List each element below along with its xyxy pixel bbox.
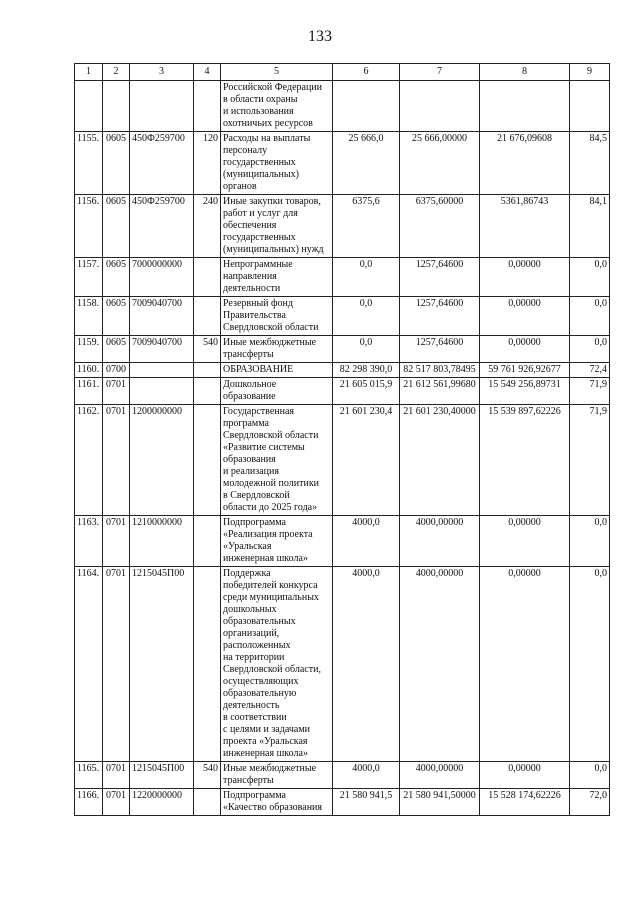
execution-percent: 71,9 [570, 378, 610, 405]
approved-amount: 6375,6 [333, 195, 400, 258]
expense-type-code: 240 [194, 195, 221, 258]
executed-amount: 21 676,09608 [480, 132, 570, 195]
section-code: 0701 [103, 378, 130, 405]
revised-amount: 1257,64600 [400, 258, 480, 297]
executed-amount: 5361,86743 [480, 195, 570, 258]
table-row [75, 762, 610, 789]
section-code: 0605 [103, 132, 130, 195]
item-name: Иные межбюджетные трансферты [221, 336, 333, 363]
budget-table [74, 63, 610, 816]
approved-amount: 4000,0 [333, 516, 400, 567]
row-number: 1161. [75, 378, 103, 405]
execution-percent: 0,0 [570, 516, 610, 567]
row-number: 1162. [75, 405, 103, 516]
target-article-code: 1220000000 [130, 789, 194, 816]
execution-percent: 84,5 [570, 132, 610, 195]
table-row [75, 405, 610, 516]
row-number: 1157. [75, 258, 103, 297]
item-name: Резервный фонд Правительства Свердловской области [221, 297, 333, 336]
target-article-code [130, 363, 194, 378]
expense-type-code: 540 [194, 762, 221, 789]
revised-amount [400, 81, 480, 132]
item-name: Поддержка победителей конкурса среди муниципальных дошкольных образовательных организаций, расположенных на территории Свердловской области, осуществляющих образовательную деятельность в соответствии с целями и задачами проекта «Уральская инженерная школа» [221, 567, 333, 762]
table-row [75, 258, 610, 297]
header-cell: 2 [103, 64, 130, 81]
item-name: Подпрограмма «Качество образования [221, 789, 333, 816]
execution-percent: 84,1 [570, 195, 610, 258]
section-code: 0701 [103, 762, 130, 789]
target-article-code: 1210000000 [130, 516, 194, 567]
item-name: ОБРАЗОВАНИЕ [221, 363, 333, 378]
header-cell: 8 [480, 64, 570, 81]
approved-amount: 25 666,0 [333, 132, 400, 195]
page-number: 133 [308, 28, 332, 45]
section-code: 0605 [103, 297, 130, 336]
expense-type-code [194, 405, 221, 516]
header-cell: 7 [400, 64, 480, 81]
executed-amount: 0,00000 [480, 297, 570, 336]
section-code: 0605 [103, 336, 130, 363]
table-row [75, 132, 610, 195]
expense-type-code [194, 516, 221, 567]
item-name: Иные закупки товаров, работ и услуг для обеспечения государственных (муниципальных) нужд [221, 195, 333, 258]
row-number [75, 81, 103, 132]
row-number: 1158. [75, 297, 103, 336]
revised-amount: 21 612 561,99680 [400, 378, 480, 405]
expense-type-code [194, 378, 221, 405]
row-number: 1160. [75, 363, 103, 378]
table-row [75, 516, 610, 567]
section-code: 0701 [103, 405, 130, 516]
approved-amount: 4000,0 [333, 567, 400, 762]
header-cell: 5 [221, 64, 333, 81]
execution-percent: 72,0 [570, 789, 610, 816]
table-row [75, 195, 610, 258]
item-name: Непрограммные направления деятельности [221, 258, 333, 297]
execution-percent: 0,0 [570, 336, 610, 363]
target-article-code [130, 81, 194, 132]
target-article-code: 7000000000 [130, 258, 194, 297]
expense-type-code [194, 258, 221, 297]
approved-amount: 82 298 390,0 [333, 363, 400, 378]
table-row [75, 81, 610, 132]
target-article-code [130, 378, 194, 405]
row-number: 1164. [75, 567, 103, 762]
approved-amount [333, 81, 400, 132]
expense-type-code: 540 [194, 336, 221, 363]
revised-amount: 4000,00000 [400, 762, 480, 789]
approved-amount: 21 605 015,9 [333, 378, 400, 405]
revised-amount: 21 580 941,50000 [400, 789, 480, 816]
target-article-code: 450Ф259700 [130, 132, 194, 195]
revised-amount: 4000,00000 [400, 516, 480, 567]
table-row [75, 378, 610, 405]
target-article-code: 450Ф259700 [130, 195, 194, 258]
section-code: 0605 [103, 195, 130, 258]
executed-amount: 0,00000 [480, 516, 570, 567]
revised-amount: 1257,64600 [400, 297, 480, 336]
revised-amount: 25 666,00000 [400, 132, 480, 195]
execution-percent: 71,9 [570, 405, 610, 516]
approved-amount: 0,0 [333, 258, 400, 297]
approved-amount: 21 601 230,4 [333, 405, 400, 516]
execution-percent: 0,0 [570, 297, 610, 336]
expense-type-code [194, 363, 221, 378]
revised-amount: 6375,60000 [400, 195, 480, 258]
approved-amount: 0,0 [333, 336, 400, 363]
section-code: 0605 [103, 258, 130, 297]
header-cell: 9 [570, 64, 610, 81]
executed-amount: 0,00000 [480, 336, 570, 363]
target-article-code: 1215045П00 [130, 567, 194, 762]
executed-amount: 15 549 256,89731 [480, 378, 570, 405]
approved-amount: 4000,0 [333, 762, 400, 789]
item-name: Иные межбюджетные трансферты [221, 762, 333, 789]
expense-type-code: 120 [194, 132, 221, 195]
row-number: 1166. [75, 789, 103, 816]
expense-type-code [194, 81, 221, 132]
revised-amount: 4000,00000 [400, 567, 480, 762]
executed-amount: 59 761 926,92677 [480, 363, 570, 378]
table-row [75, 567, 610, 762]
row-number: 1155. [75, 132, 103, 195]
table-row [75, 789, 610, 816]
executed-amount: 0,00000 [480, 567, 570, 762]
expense-type-code [194, 789, 221, 816]
item-name: Расходы на выплаты персоналу государственных (муниципальных) органов [221, 132, 333, 195]
revised-amount: 1257,64600 [400, 336, 480, 363]
header-row [75, 64, 610, 81]
target-article-code: 7009040700 [130, 336, 194, 363]
executed-amount: 15 539 897,62226 [480, 405, 570, 516]
row-number: 1156. [75, 195, 103, 258]
approved-amount: 21 580 941,5 [333, 789, 400, 816]
header-cell: 1 [75, 64, 103, 81]
header-cell: 6 [333, 64, 400, 81]
revised-amount: 21 601 230,40000 [400, 405, 480, 516]
executed-amount: 0,00000 [480, 762, 570, 789]
section-code: 0701 [103, 516, 130, 567]
target-article-code: 1200000000 [130, 405, 194, 516]
table-row [75, 336, 610, 363]
approved-amount: 0,0 [333, 297, 400, 336]
row-number: 1165. [75, 762, 103, 789]
target-article-code: 7009040700 [130, 297, 194, 336]
execution-percent: 0,0 [570, 567, 610, 762]
item-name: Дошкольное образование [221, 378, 333, 405]
target-article-code: 1215045П00 [130, 762, 194, 789]
item-name: Подпрограмма «Реализация проекта «Уральская инженерная школа» [221, 516, 333, 567]
revised-amount: 82 517 803,78495 [400, 363, 480, 378]
header-cell: 4 [194, 64, 221, 81]
row-number: 1163. [75, 516, 103, 567]
execution-percent [570, 81, 610, 132]
row-number: 1159. [75, 336, 103, 363]
section-code: 0701 [103, 789, 130, 816]
item-name: Российской Федерации в области охраны и использования охотничьих ресурсов [221, 81, 333, 132]
section-code [103, 81, 130, 132]
expense-type-code [194, 297, 221, 336]
execution-percent: 0,0 [570, 762, 610, 789]
table-row [75, 297, 610, 336]
table-row [75, 363, 610, 378]
table-body [75, 81, 610, 816]
item-name: Государственная программа Свердловской области «Развитие системы образования и реализация молодежной политики в Свердловской области до 2025 года» [221, 405, 333, 516]
expense-type-code [194, 567, 221, 762]
executed-amount [480, 81, 570, 132]
executed-amount: 0,00000 [480, 258, 570, 297]
section-code: 0700 [103, 363, 130, 378]
executed-amount: 15 528 174,62226 [480, 789, 570, 816]
execution-percent: 0,0 [570, 258, 610, 297]
header-cell: 3 [130, 64, 194, 81]
execution-percent: 72,4 [570, 363, 610, 378]
section-code: 0701 [103, 567, 130, 762]
